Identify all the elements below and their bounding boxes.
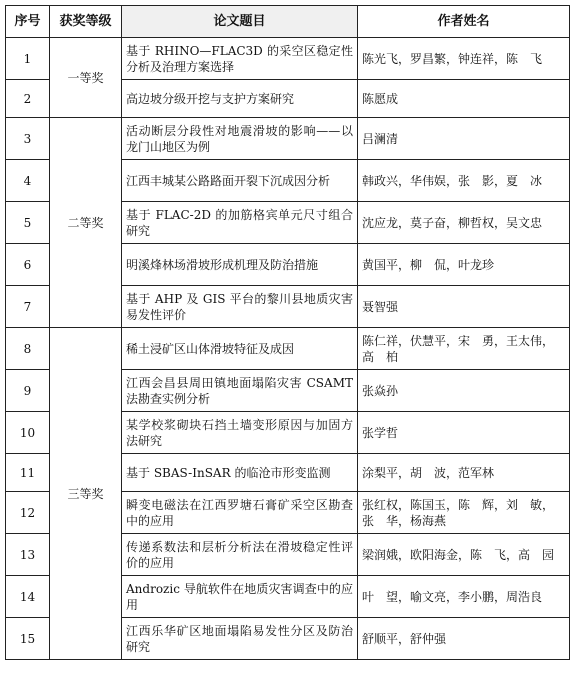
row-no: 13 (6, 534, 50, 576)
paper-authors: 涂梨平，胡 波，范军林 (358, 454, 570, 492)
table-row (6, 38, 570, 80)
paper-title: 稀土浸矿区山体滑坡特征及成因 (122, 328, 358, 370)
paper-authors: 张焱孙 (358, 370, 570, 412)
paper-authors: 吕澜清 (358, 118, 570, 160)
paper-title: 传递系数法和层析分析法在滑坡稳定性评价的应用 (122, 534, 358, 576)
row-no: 4 (6, 160, 50, 202)
paper-authors: 韩政兴，华伟娱，张 影，夏 冰 (358, 160, 570, 202)
grade-first: 一等奖 (50, 38, 122, 118)
grade-second: 二等奖 (50, 118, 122, 328)
paper-authors: 陈光飞，罗昌繁，钟连祥，陈 飞 (358, 38, 570, 80)
row-no: 10 (6, 412, 50, 454)
paper-authors: 梁润娥，欧阳海金，陈 飞，高 园 (358, 534, 570, 576)
grade-third: 三等奖 (50, 328, 122, 660)
paper-authors: 聂智强 (358, 286, 570, 328)
row-no: 8 (6, 328, 50, 370)
paper-authors: 张红权，陈国玉，陈 辉，刘 敏，张 华，杨海燕 (358, 492, 570, 534)
paper-title: 高边坡分级开挖与支护方案研究 (122, 80, 358, 118)
row-no: 14 (6, 576, 50, 618)
row-no: 1 (6, 38, 50, 80)
paper-title: 江西丰城某公路路面开裂下沉成因分析 (122, 160, 358, 202)
table-row (6, 118, 570, 160)
paper-title: 某学校浆砌块石挡土墙变形原因与加固方法研究 (122, 412, 358, 454)
paper-title: 明溪烽林场滑坡形成机理及防治措施 (122, 244, 358, 286)
paper-authors: 陈愿成 (358, 80, 570, 118)
header-row (6, 6, 570, 38)
row-no: 2 (6, 80, 50, 118)
paper-authors: 张学哲 (358, 412, 570, 454)
header-authors: 作者姓名 (358, 6, 570, 38)
paper-authors: 叶 望，喻文亮，李小鹏，周浩良 (358, 576, 570, 618)
table-row (6, 328, 570, 370)
row-no: 15 (6, 618, 50, 660)
paper-authors: 舒顺平，舒仲强 (358, 618, 570, 660)
paper-authors: 沈应龙，莫子奋，柳哲权，吴文忠 (358, 202, 570, 244)
row-no: 12 (6, 492, 50, 534)
row-no: 3 (6, 118, 50, 160)
row-no: 5 (6, 202, 50, 244)
paper-title: 基于 RHINO—FLAC3D 的采空区稳定性分析及治理方案选择 (122, 38, 358, 80)
paper-title: 基于 FLAC-2D 的加筋格宾单元尺寸组合研究 (122, 202, 358, 244)
paper-title: 江西乐华矿区地面塌陷易发性分区及防治研究 (122, 618, 358, 660)
header-no: 序号 (6, 6, 50, 38)
paper-title: Androzic 导航软件在地质灾害调查中的应用 (122, 576, 358, 618)
paper-title: 活动断层分段性对地震滑坡的影响——以龙门山地区为例 (122, 118, 358, 160)
paper-title: 瞬变电磁法在江西罗塘石膏矿采空区勘查中的应用 (122, 492, 358, 534)
paper-authors: 陈仁祥，伏慧平，宋 勇，王太伟，高 柏 (358, 328, 570, 370)
paper-authors: 黄国平，柳 侃，叶龙珍 (358, 244, 570, 286)
header-title: 论文题目 (122, 6, 358, 38)
row-no: 7 (6, 286, 50, 328)
paper-title: 基于 SBAS-InSAR 的临沧市形变监测 (122, 454, 358, 492)
row-no: 6 (6, 244, 50, 286)
paper-title: 江西会昌县周田镇地面塌陷灾害 CSAMT 法勘查实例分析 (122, 370, 358, 412)
paper-title: 基于 AHP 及 GIS 平台的黎川县地质灾害易发性评价 (122, 286, 358, 328)
row-no: 9 (6, 370, 50, 412)
row-no: 11 (6, 454, 50, 492)
header-grade: 获奖等级 (50, 6, 122, 38)
awards-table (5, 5, 570, 660)
